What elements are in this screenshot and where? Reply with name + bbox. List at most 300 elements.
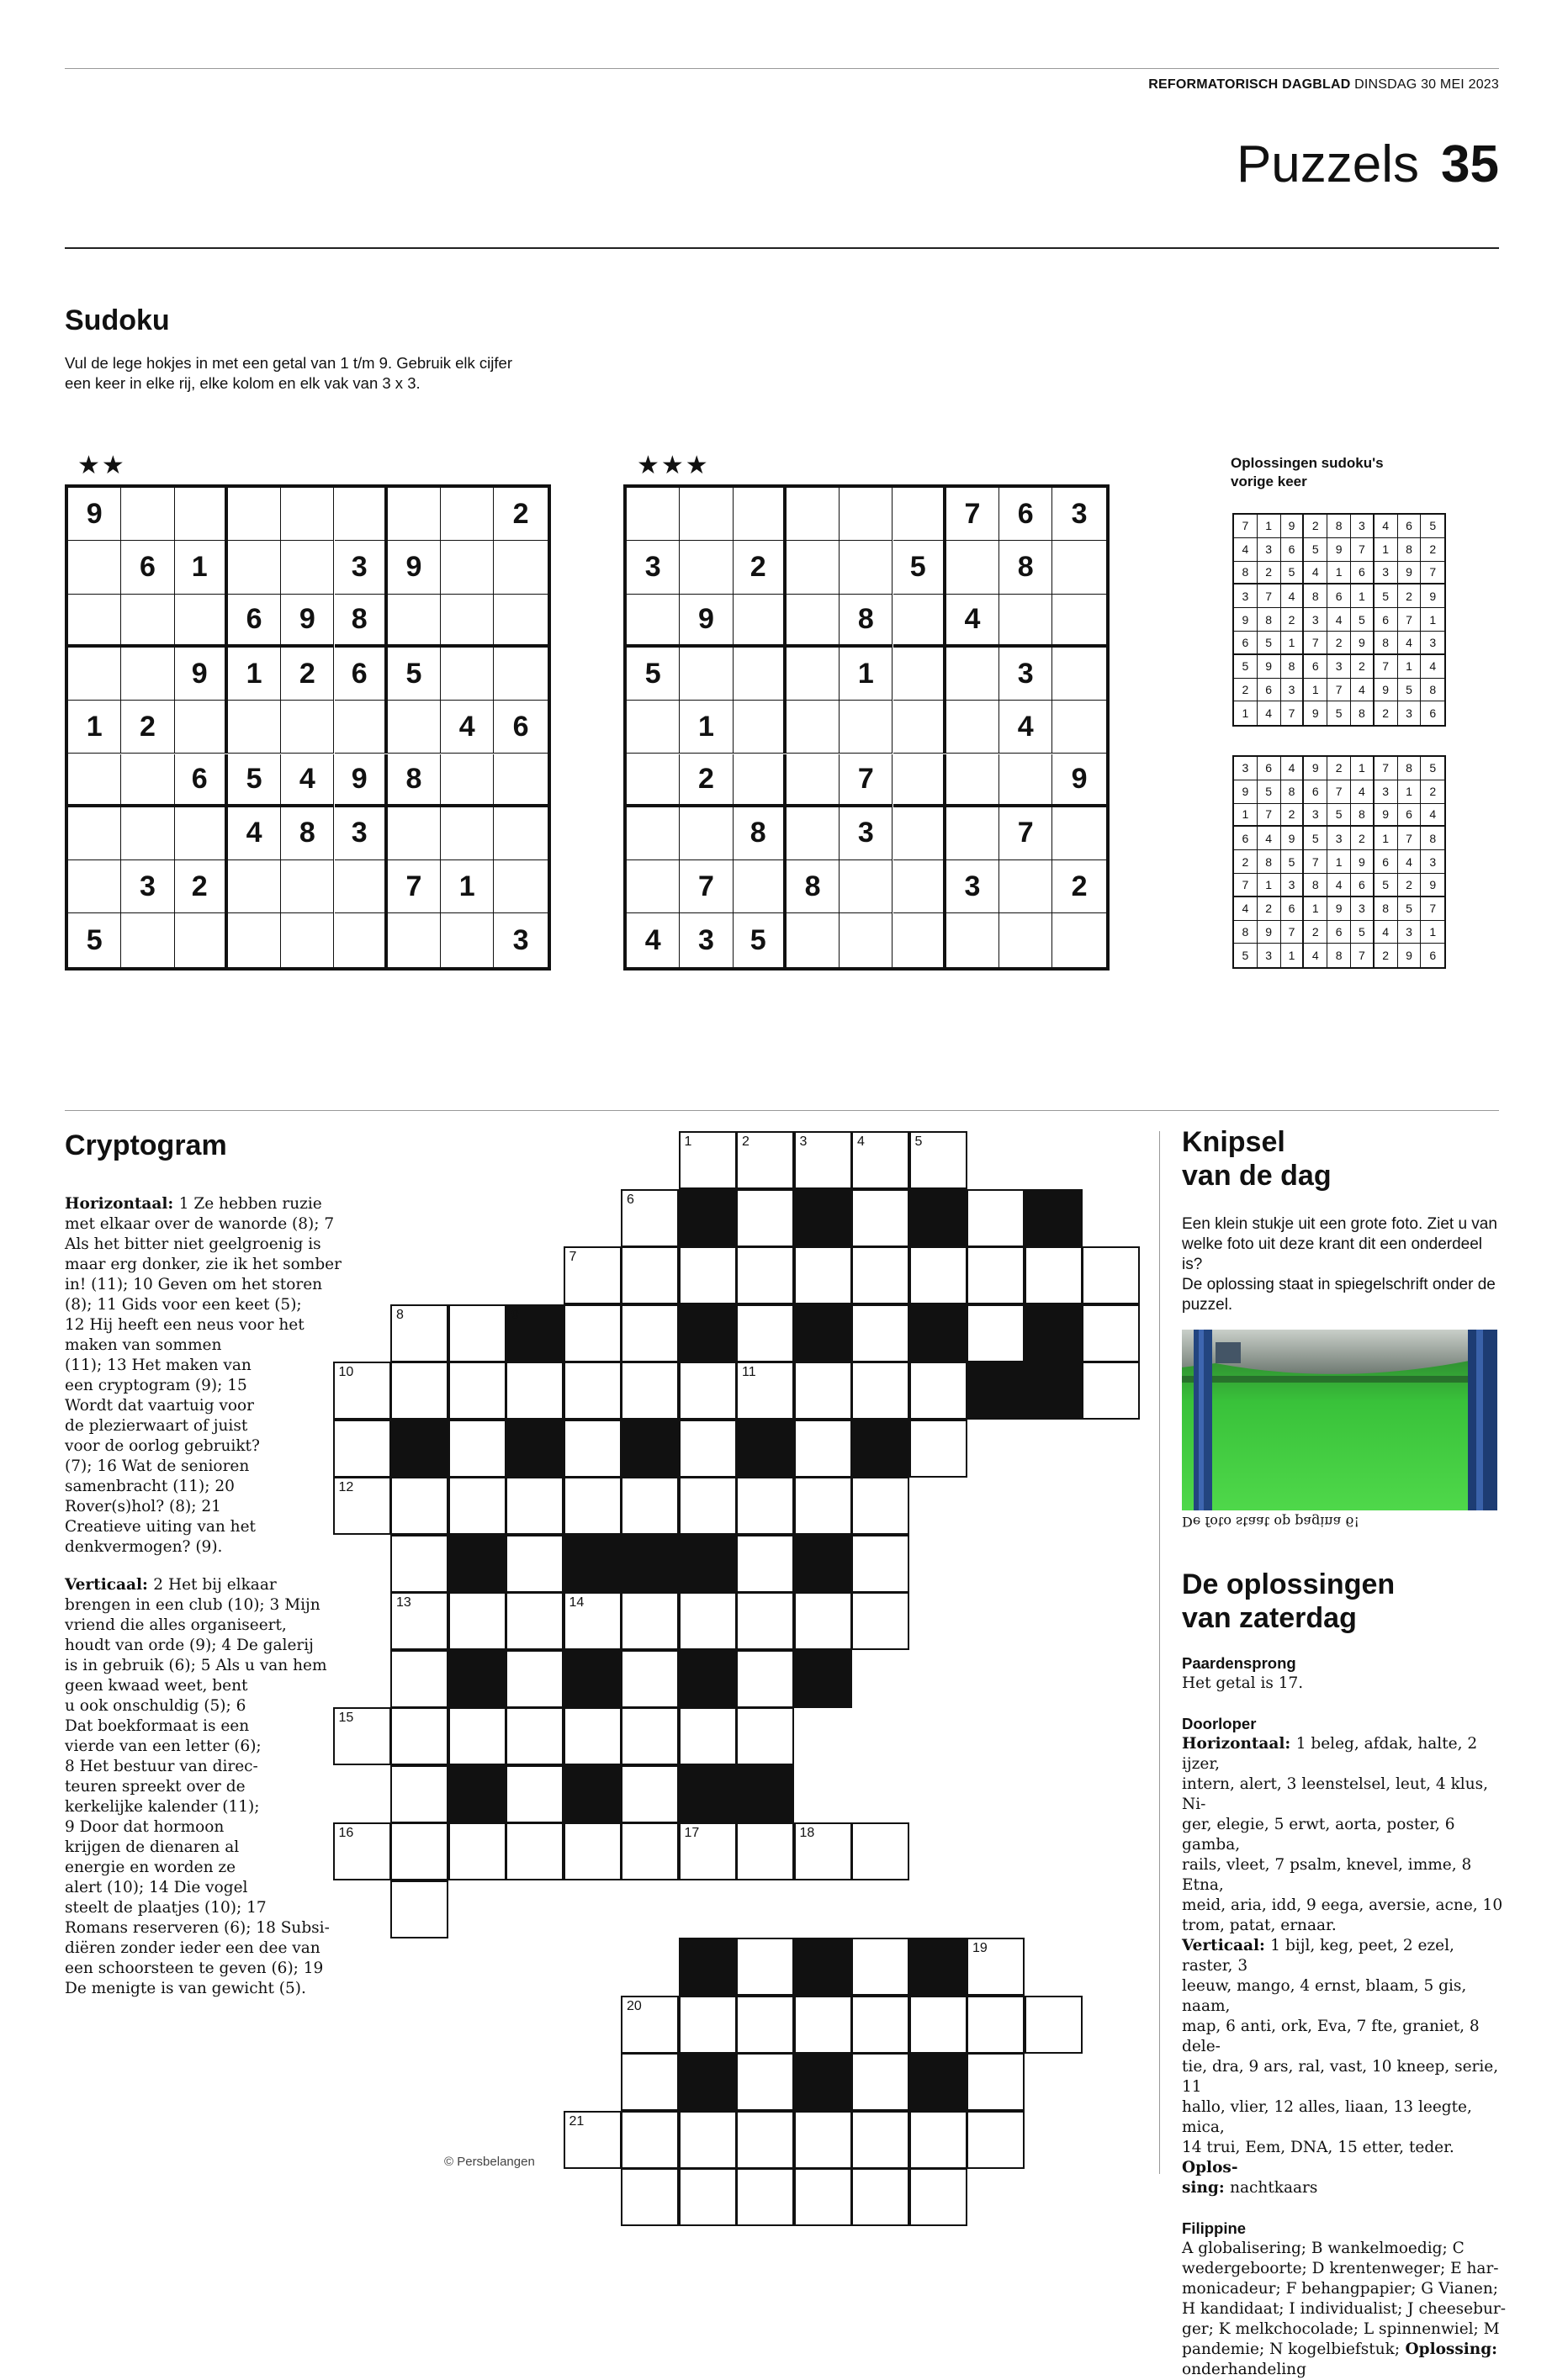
sudoku2-cell[interactable]: 7	[840, 754, 893, 807]
crossword-cell[interactable]	[794, 1246, 852, 1304]
sudoku1-cell[interactable]	[335, 913, 388, 966]
sudoku1-cell[interactable]: 9	[281, 595, 334, 648]
crossword-cell[interactable]	[333, 1362, 391, 1420]
sudoku1-cell[interactable]	[281, 488, 334, 541]
crossword-cell[interactable]	[909, 1246, 967, 1304]
crossword-cell[interactable]	[390, 1765, 448, 1823]
sudoku2-cell[interactable]: 3	[946, 860, 999, 913]
sudoku2-cell[interactable]: 3	[627, 541, 680, 594]
crossword-cell[interactable]	[736, 1477, 794, 1535]
sudoku2-cell[interactable]	[840, 860, 893, 913]
sudoku2-cell[interactable]	[627, 701, 680, 754]
sudoku2-cell[interactable]: 9	[680, 595, 733, 648]
sudoku1-cell[interactable]	[441, 648, 494, 701]
crossword-cell[interactable]	[448, 1477, 506, 1535]
sudoku2-cell[interactable]	[893, 913, 946, 966]
sudoku1-cell[interactable]	[68, 754, 121, 807]
crossword-cell[interactable]	[448, 1822, 506, 1880]
sudoku2-cell[interactable]: 5	[893, 541, 946, 594]
sudoku2-cell[interactable]	[734, 595, 787, 648]
crossword-cell[interactable]	[506, 1362, 564, 1420]
crossword-cell[interactable]	[564, 1822, 622, 1880]
crossword-cell[interactable]	[564, 1304, 622, 1362]
sudoku2-cell[interactable]	[999, 913, 1052, 966]
crossword-cell[interactable]	[909, 1362, 967, 1420]
crossword-cell[interactable]	[564, 1707, 622, 1765]
crossword-cell[interactable]	[679, 1996, 737, 2054]
sudoku1-cell[interactable]	[441, 913, 494, 966]
crossword-cell[interactable]	[794, 1362, 852, 1420]
sudoku1-cell[interactable]	[494, 807, 547, 860]
crossword-cell[interactable]	[679, 1707, 737, 1765]
crossword-cell[interactable]	[390, 1592, 448, 1650]
sudoku2-cell[interactable]	[787, 754, 840, 807]
crossword-cell[interactable]	[967, 1246, 1025, 1304]
sudoku1-cell[interactable]	[228, 701, 281, 754]
sudoku1-cell[interactable]	[68, 860, 121, 913]
sudoku1-cell[interactable]	[68, 595, 121, 648]
crossword-cell[interactable]	[679, 1822, 737, 1880]
sudoku1-cell[interactable]	[494, 754, 547, 807]
crossword-cell[interactable]	[621, 2168, 679, 2226]
sudoku2-cell[interactable]: 3	[840, 807, 893, 860]
sudoku1-cell[interactable]: 9	[175, 648, 228, 701]
sudoku1-cell[interactable]	[228, 913, 281, 966]
sudoku1-cell[interactable]: 9	[68, 488, 121, 541]
sudoku1-cell[interactable]: 4	[281, 754, 334, 807]
sudoku1-cell[interactable]: 6	[335, 648, 388, 701]
crossword-cell[interactable]	[736, 1707, 794, 1765]
crossword-cell[interactable]	[564, 2111, 622, 2169]
clue-line: de plezierwaart of juist	[65, 1417, 248, 1435]
sudoku2-cell[interactable]	[787, 648, 840, 701]
sudoku2-cell[interactable]	[1052, 701, 1105, 754]
crossword-cell[interactable]	[679, 1420, 737, 1478]
crossword-cell[interactable]	[390, 1880, 448, 1938]
crossword-cell[interactable]	[736, 1131, 794, 1189]
sudoku1-cell[interactable]: 3	[335, 807, 388, 860]
sudoku2-cell[interactable]	[1052, 541, 1105, 594]
crossword-cell[interactable]	[621, 1477, 679, 1535]
sudoku1-cell[interactable]: 1	[68, 701, 121, 754]
sudoku2-cell[interactable]	[840, 488, 893, 541]
crossword-cell[interactable]	[851, 2053, 909, 2111]
sudoku1-cell[interactable]	[228, 488, 281, 541]
sudoku1-cell[interactable]	[68, 807, 121, 860]
sudoku1-cell[interactable]: 8	[388, 754, 441, 807]
sudoku1-cell[interactable]: 7	[388, 860, 441, 913]
sudoku1-cell[interactable]: 1	[441, 860, 494, 913]
sudoku2-cell[interactable]: 4	[946, 595, 999, 648]
sudoku2-cell[interactable]: 7	[680, 860, 733, 913]
sudoku2-cell[interactable]	[787, 913, 840, 966]
crossword-cell[interactable]	[333, 1477, 391, 1535]
sudoku1-cell[interactable]: 6	[175, 754, 228, 807]
sudoku1-cell[interactable]	[441, 807, 494, 860]
crossword-cell[interactable]	[1025, 1996, 1083, 2054]
crossword-cell[interactable]	[794, 2111, 852, 2169]
sudoku2-cell[interactable]	[787, 701, 840, 754]
crossword-cell[interactable]	[736, 2053, 794, 2111]
crossword-cell[interactable]	[679, 2168, 737, 2226]
sudoku2-cell[interactable]	[893, 595, 946, 648]
crossword-cell[interactable]	[794, 1420, 852, 1478]
sudoku1-cell[interactable]: 5	[388, 648, 441, 701]
crossword-cell[interactable]	[909, 1131, 967, 1189]
sudoku2-cell[interactable]	[840, 541, 893, 594]
masthead	[1148, 77, 1499, 93]
solution2-cell: 1	[1398, 780, 1422, 804]
sudoku1-cell[interactable]	[68, 648, 121, 701]
crossword-cell[interactable]	[390, 1304, 448, 1362]
sudoku2-cell[interactable]	[999, 595, 1052, 648]
crossword-cell[interactable]	[448, 1592, 506, 1650]
sudoku2-cell[interactable]: 8	[787, 860, 840, 913]
crossword-cell[interactable]	[564, 1246, 622, 1304]
sudoku2-cell[interactable]	[946, 701, 999, 754]
crossword-cell[interactable]	[1082, 1246, 1140, 1304]
sudoku1-cell[interactable]	[494, 595, 547, 648]
crossword-cell[interactable]	[679, 1246, 737, 1304]
crossword-cell[interactable]	[736, 1822, 794, 1880]
clue-number: 3	[799, 1134, 808, 1149]
sudoku2-cell[interactable]: 8	[840, 595, 893, 648]
crossword-cell[interactable]	[506, 1535, 564, 1593]
crossword-cell[interactable]	[621, 1996, 679, 2054]
crossword-cell[interactable]	[909, 1996, 967, 2054]
sudoku1-cell[interactable]	[175, 701, 228, 754]
solution1-cell: 4	[1375, 515, 1398, 538]
sudoku2-cell[interactable]	[787, 595, 840, 648]
sudoku2-cell[interactable]: 8	[734, 807, 787, 860]
crossword-cell[interactable]	[967, 1304, 1025, 1362]
sudoku1-cell[interactable]	[335, 701, 388, 754]
sudoku1-cell[interactable]: 4	[228, 807, 281, 860]
crossword-cell[interactable]	[736, 1650, 794, 1708]
crossword-cell[interactable]	[851, 1131, 909, 1189]
sudoku2-cell[interactable]: 7	[999, 807, 1052, 860]
crossword-cell[interactable]	[621, 2053, 679, 2111]
sudoku2-cell[interactable]: 1	[680, 701, 733, 754]
crossword-cell[interactable]	[448, 1304, 506, 1362]
sudoku1-cell[interactable]	[121, 913, 174, 966]
sudoku1-cell[interactable]	[494, 541, 547, 594]
crossword-cell[interactable]	[851, 1362, 909, 1420]
solution1-cell: 3	[1327, 655, 1351, 679]
sudoku1-cell[interactable]	[441, 488, 494, 541]
crossword-cell[interactable]	[448, 1362, 506, 1420]
crossword-cell[interactable]	[851, 1592, 909, 1650]
sudoku2-cell[interactable]	[893, 860, 946, 913]
crossword-cell[interactable]	[621, 2111, 679, 2169]
sudoku2-cell[interactable]	[627, 488, 680, 541]
sudoku-grid-2[interactable]	[623, 484, 1110, 971]
sudoku2-cell[interactable]: 2	[1052, 860, 1105, 913]
sudoku1-cell[interactable]: 3	[335, 541, 388, 594]
crossword-cell[interactable]	[909, 1420, 967, 1478]
sudoku2-cell[interactable]	[734, 701, 787, 754]
crossword-cell[interactable]	[506, 1477, 564, 1535]
crossword-cell[interactable]	[506, 1707, 564, 1765]
crossword-cell[interactable]	[967, 1996, 1025, 2054]
sudoku2-cell[interactable]	[946, 648, 999, 701]
sudoku2-cell[interactable]	[946, 754, 999, 807]
sudoku2-cell[interactable]	[680, 541, 733, 594]
sudoku1-cell[interactable]	[281, 701, 334, 754]
crossword-cell[interactable]	[851, 1822, 909, 1880]
crossword-cell[interactable]	[621, 1650, 679, 1708]
crossword-cell[interactable]	[967, 2111, 1025, 2169]
sudoku1-cell[interactable]: 2	[121, 701, 174, 754]
sudoku1-cell[interactable]: 5	[68, 913, 121, 966]
crossword-cell[interactable]	[621, 1765, 679, 1823]
sudoku2-cell[interactable]	[1052, 595, 1105, 648]
crossword-cell[interactable]	[679, 1362, 737, 1420]
sudoku1-cell[interactable]: 9	[388, 541, 441, 594]
sudoku2-cell[interactable]: 2	[680, 754, 733, 807]
sudoku2-cell[interactable]	[680, 648, 733, 701]
sudoku1-cell[interactable]	[121, 488, 174, 541]
sudoku2-cell[interactable]	[627, 595, 680, 648]
sudoku2-cell[interactable]: 6	[999, 488, 1052, 541]
sudoku1-cell[interactable]: 1	[175, 541, 228, 594]
sudoku1-cell[interactable]	[335, 860, 388, 913]
sudoku1-cell[interactable]: 3	[512, 923, 529, 956]
sudoku2-cell[interactable]	[734, 488, 787, 541]
crossword-cell[interactable]	[851, 1996, 909, 2054]
sudoku2-cell[interactable]	[734, 860, 787, 913]
sudoku2-cell[interactable]	[627, 754, 680, 807]
crossword-cell[interactable]	[621, 1189, 679, 1247]
sudoku2-cell[interactable]: 5	[734, 913, 787, 966]
sudoku1-cell[interactable]	[494, 860, 547, 913]
sudoku1-cell[interactable]: 2	[494, 488, 547, 541]
sudoku-solution-grid-2	[1232, 755, 1446, 969]
crossword-cell[interactable]	[564, 1362, 622, 1420]
sudoku2-cell[interactable]	[680, 488, 733, 541]
crossword-cell[interactable]	[794, 1131, 852, 1189]
sudoku2-cell[interactable]	[893, 488, 946, 541]
crossword-cell[interactable]	[621, 1246, 679, 1304]
crossword-cell[interactable]	[851, 2111, 909, 2169]
sudoku2-cell[interactable]: 1	[840, 648, 893, 701]
crossword-cell[interactable]	[390, 1477, 448, 1535]
sudoku1-cell[interactable]	[388, 807, 441, 860]
crossword-cell[interactable]	[736, 1938, 794, 1996]
crossword-cell[interactable]	[564, 1477, 622, 1535]
crossword-cell[interactable]	[851, 1477, 909, 1535]
crossword-cell[interactable]	[621, 1304, 679, 1362]
sudoku2-cell[interactable]	[946, 541, 999, 594]
crossword-cell[interactable]	[448, 1420, 506, 1478]
sudoku2-cell[interactable]	[680, 807, 733, 860]
sudoku2-cell[interactable]	[893, 807, 946, 860]
crossword-cell[interactable]	[851, 1246, 909, 1304]
crossword-cell[interactable]	[1082, 1304, 1140, 1362]
crossword-cell[interactable]	[967, 1189, 1025, 1247]
sudoku1-cell[interactable]	[121, 595, 174, 648]
sudoku1-cell[interactable]	[494, 648, 547, 701]
sudoku1-cell[interactable]	[281, 913, 334, 966]
sudoku2-cell[interactable]	[946, 807, 999, 860]
crossword-cell[interactable]	[621, 1362, 679, 1420]
crossword-cell[interactable]	[506, 1650, 564, 1708]
crossword-cell[interactable]	[794, 2168, 852, 2226]
crossword-cell[interactable]	[621, 1592, 679, 1650]
crossword-cell[interactable]	[333, 1707, 391, 1765]
sudoku1-cell[interactable]: 4	[441, 701, 494, 754]
sudoku1-cell[interactable]	[175, 807, 228, 860]
crossword-cell[interactable]	[390, 1822, 448, 1880]
sudoku1-cell[interactable]: 2	[175, 860, 228, 913]
crossword-cell[interactable]	[390, 1650, 448, 1708]
sudoku2-cell[interactable]	[946, 913, 999, 966]
sudoku1-cell[interactable]: 6	[121, 541, 174, 594]
sudoku2-cell[interactable]	[787, 541, 840, 594]
crossword-cell[interactable]	[679, 1477, 737, 1535]
sudoku2-cell[interactable]: 5	[627, 648, 680, 701]
sudoku1-cell[interactable]	[388, 595, 441, 648]
crossword-cell[interactable]	[621, 1707, 679, 1765]
crossword-cell[interactable]	[390, 1362, 448, 1420]
crossword-cell[interactable]	[909, 2111, 967, 2169]
sudoku2-cell[interactable]: 9	[1052, 754, 1105, 807]
clue-number: 21	[569, 2113, 585, 2129]
sudoku1-cell[interactable]	[228, 860, 281, 913]
crossword-cell[interactable]	[564, 1592, 622, 1650]
crossword-cell[interactable]	[679, 2111, 737, 2169]
crossword-cell[interactable]	[736, 2111, 794, 2169]
sudoku2-cell[interactable]	[840, 701, 893, 754]
crossword-cell[interactable]	[736, 1189, 794, 1247]
sudoku2-cell[interactable]	[1052, 913, 1105, 966]
crossword-cell[interactable]	[679, 1592, 737, 1650]
crossword-cell[interactable]	[794, 1592, 852, 1650]
sudoku1-cell[interactable]: 2	[281, 648, 334, 701]
crossword-cell[interactable]	[506, 1765, 564, 1823]
sudoku1-cell[interactable]	[388, 488, 441, 541]
sudoku1-cell[interactable]: 8	[281, 807, 334, 860]
sudoku2-cell[interactable]	[1052, 807, 1105, 860]
crossword-cell[interactable]	[621, 1822, 679, 1880]
sudoku1-cell[interactable]: 6	[228, 595, 281, 648]
crossword-cell[interactable]	[851, 1535, 909, 1593]
crossword-cell[interactable]	[448, 1707, 506, 1765]
crossword-cell[interactable]	[736, 1535, 794, 1593]
crossword-cell[interactable]	[967, 1938, 1025, 1996]
sudoku1-cell[interactable]	[121, 754, 174, 807]
sudoku2-cell[interactable]	[893, 648, 946, 701]
sudoku1-cell[interactable]: 5	[228, 754, 281, 807]
crossword-cell[interactable]	[851, 2168, 909, 2226]
sudoku1-cell[interactable]	[335, 488, 388, 541]
sudoku-grid-1[interactable]	[65, 484, 551, 971]
crossword-cell[interactable]	[736, 1304, 794, 1362]
sudoku1-cell[interactable]	[228, 541, 281, 594]
crossword-cell[interactable]	[736, 1996, 794, 2054]
crossword-cell[interactable]	[333, 1822, 391, 1880]
sudoku2-cell[interactable]: 4	[999, 701, 1052, 754]
sudoku1-cell[interactable]	[68, 541, 121, 594]
sudoku2-cell[interactable]	[999, 860, 1052, 913]
crossword-cell[interactable]	[909, 2168, 967, 2226]
solution-line: hallo, vlier, 12 alles, liaan, 13 leegte, mica,	[1182, 2098, 1472, 2136]
sudoku1-cell[interactable]: 9	[335, 754, 388, 807]
sudoku2-cell[interactable]	[999, 754, 1052, 807]
sudoku1-cell[interactable]	[281, 860, 334, 913]
crossword-cell[interactable]	[390, 1535, 448, 1593]
solution2-cell: 9	[1304, 757, 1327, 780]
crossword-cell[interactable]	[736, 1246, 794, 1304]
sudoku1-cell[interactable]	[388, 913, 441, 966]
sudoku2-cell[interactable]	[787, 807, 840, 860]
sudoku2-cell[interactable]	[893, 754, 946, 807]
sudoku2-cell[interactable]: 8	[999, 541, 1052, 594]
crossword-cell[interactable]	[679, 1131, 737, 1189]
crossword-cell[interactable]	[794, 1996, 852, 2054]
crossword-cell[interactable]	[736, 1362, 794, 1420]
sudoku2-cell[interactable]: 3	[680, 913, 733, 966]
sudoku1-cell[interactable]	[121, 807, 174, 860]
sudoku2-cell[interactable]: 3	[999, 648, 1052, 701]
sudoku2-cell[interactable]	[1052, 648, 1105, 701]
sudoku2-cell[interactable]: 3	[1052, 488, 1105, 541]
sudoku1-cell[interactable]	[388, 701, 441, 754]
crossword-cell[interactable]	[794, 1822, 852, 1880]
sudoku2-cell[interactable]: 2	[734, 541, 787, 594]
sudoku2-cell[interactable]: 7	[946, 488, 999, 541]
sudoku1-cell[interactable]	[175, 488, 228, 541]
sudoku1-cell[interactable]	[441, 754, 494, 807]
crossword-cell[interactable]	[333, 1420, 391, 1478]
sudoku1-cell[interactable]: 6	[494, 701, 547, 754]
crossword-cell[interactable]	[967, 2053, 1025, 2111]
solution2-cell: 3	[1375, 780, 1398, 804]
crossword-cell[interactable]	[1082, 1362, 1140, 1420]
crossword-cell[interactable]	[851, 1189, 909, 1247]
crossword-cell[interactable]	[1025, 1246, 1083, 1304]
sudoku1-cell[interactable]: 1	[228, 648, 281, 701]
sudoku2-cell[interactable]	[787, 488, 840, 541]
sudoku1-cell[interactable]	[281, 541, 334, 594]
crossword-cell[interactable]	[736, 2168, 794, 2226]
sudoku2-cell[interactable]	[840, 913, 893, 966]
crossword-cell[interactable]	[506, 1592, 564, 1650]
crossword-cell[interactable]	[851, 1304, 909, 1362]
sudoku2-cell[interactable]	[893, 701, 946, 754]
sudoku2-cell[interactable]	[734, 648, 787, 701]
sudoku2-cell[interactable]	[627, 860, 680, 913]
sudoku1-cell[interactable]: 3	[121, 860, 174, 913]
clue-number: 5	[914, 1134, 923, 1149]
sudoku1-cell[interactable]: 8	[335, 595, 388, 648]
crossword-cell[interactable]	[794, 1477, 852, 1535]
sudoku1-cell[interactable]	[175, 913, 228, 966]
crossword-cell[interactable]	[736, 1592, 794, 1650]
sudoku1-cell[interactable]	[441, 595, 494, 648]
crossword-cell[interactable]	[390, 1707, 448, 1765]
sudoku1-cell[interactable]	[121, 648, 174, 701]
crossword-cell[interactable]	[851, 1938, 909, 1996]
sudoku1-cell[interactable]	[175, 595, 228, 648]
sudoku1-cell[interactable]	[441, 541, 494, 594]
crossword-cell[interactable]	[506, 1822, 564, 1880]
sudoku2-cell[interactable]	[627, 807, 680, 860]
sudoku2-cell[interactable]	[734, 754, 787, 807]
crossword-cell[interactable]	[564, 1420, 622, 1478]
page-number: 35	[1441, 135, 1499, 193]
sudoku2-cell[interactable]: 4	[627, 913, 680, 966]
